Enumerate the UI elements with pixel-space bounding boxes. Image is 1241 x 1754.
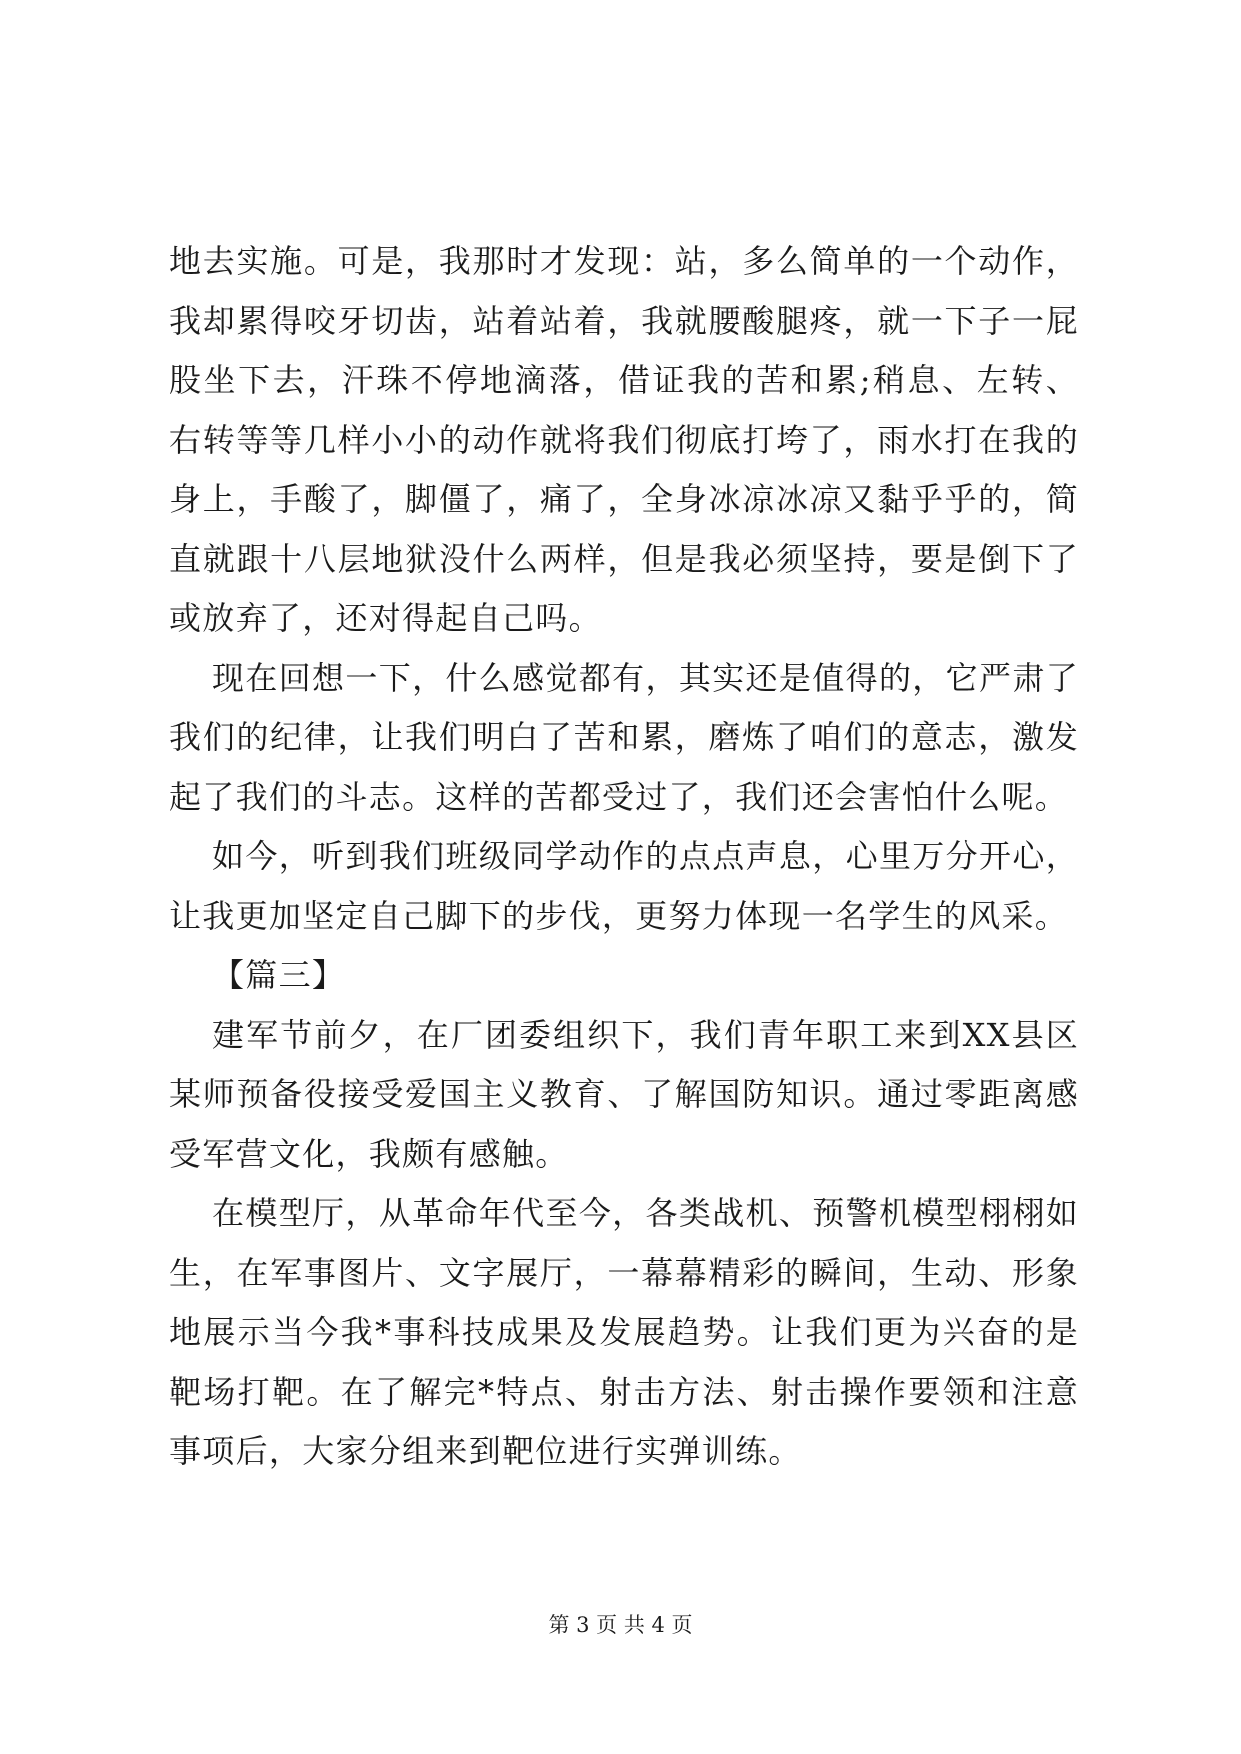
paragraph-6: 在模型厅，从革命年代至今，各类战机、预警机模型栩栩如生，在军事图片、文字展厅，一幕幕精彩的瞬间，生动、形象地展示当今我*事科技成果及发展趋势。让我们更为兴奋的是靶场打靶。在了解完*特点、射击方法、射击操作要领和注意事项后，大家分组来到靶位进行实弹训练。 [169, 1194, 1079, 1470]
paragraph-2: 现在回想一下，什么感觉都有，其实还是值得的，它严肃了我们的纪律，让我们明白了苦和累，磨炼了咱们的意志，激发起了我们的斗志。这样的苦都受过了，我们还会害怕什么呢。 [169, 658, 1079, 816]
paragraph-3: 如今，听到我们班级同学动作的点点声息，心里万分开心，让我更加坚定自己脚下的步伐，更努力体现一名学生的风采。 [169, 837, 1079, 935]
section-heading: 【篇三】 [212, 956, 346, 994]
page-number-footer: 第 3 页 共 4 页 [548, 1613, 693, 1637]
paragraph-1: 地去实施。可是，我那时才发现：站，多么简单的一个动作，我却累得咬牙切齿，站着站着，我就腰酸腿疼，就一下子一屁股坐下去，汗珠不停地滴落，借证我的苦和累;稍息、左转、右转等等几样小小的动作就将我们彻底打垮了，雨水打在我的身上，手酸了，脚僵了，痛了，全身冰凉冰凉又黏乎乎的，简直就跟十八层地狱没什么两样，但是我必须坚持，要是倒下了或放弃了，还对得起自己吗。 [169, 242, 1079, 637]
document-body [169, 232, 1079, 1482]
paragraph-5: 建军节前夕，在厂团委组织下，我们青年职工来到XX县区某师预备役接受爱国主义教育、了解国防知识。通过零距离感受军营文化，我颇有感触。 [169, 1015, 1079, 1173]
